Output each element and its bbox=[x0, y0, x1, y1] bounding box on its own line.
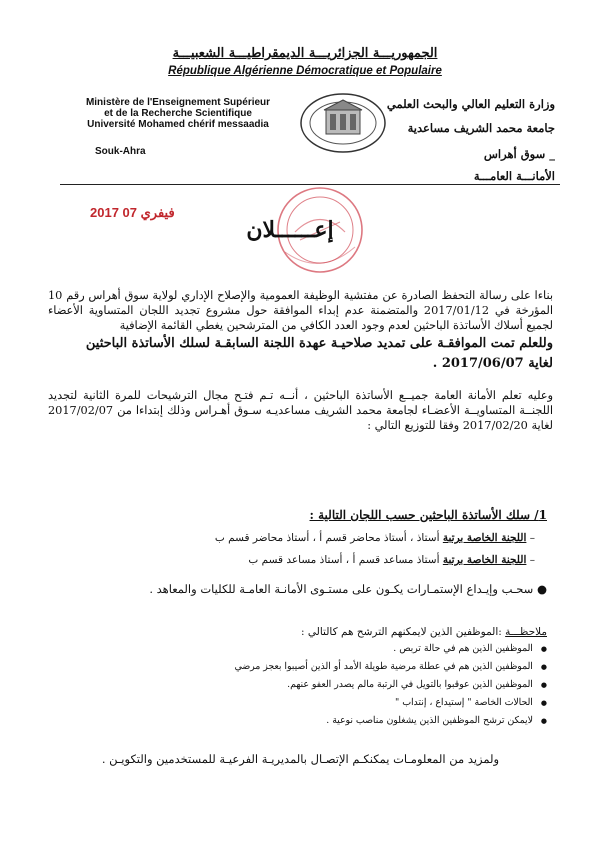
footer-contact: ولمزيد من المعلومـات يمكنكـم الإتصـال بالمديريـة الفرعيـة للمستخدمين والتكويـن . bbox=[101, 752, 500, 766]
ministry-ar: وزارة التعليم العالي والبحث العلمي bbox=[386, 97, 555, 111]
paragraph-1: بناءا على رسالة التحفظ الصادرة عن مفتشية الوظيفة العمومية والإصلاح الإداري لولاية سوق أهراس رقم 10 المؤرخة في 2017/01/12 والمتضمنة عدم إبداء الموافقة حول مشروع تجديد اللجان المتساوية الأعضاء لجميع أسلاك الأساتذة الباحثين لعدم وجود العدد الكافي من المترشحين يغطي القائمة الإضافية bbox=[48, 289, 553, 332]
list-item: ● الموظفين الذين هم في حالة تربص . bbox=[167, 640, 547, 658]
ministry-line-2: et de la Recherche Scientifique bbox=[104, 108, 252, 119]
bullet-icon: ● bbox=[536, 582, 547, 596]
highlight-line-2: لغاية 2017/06/07 . bbox=[432, 356, 553, 371]
city-ar: _ سوق أهراس bbox=[483, 147, 555, 161]
republic-title-ar: الجمهوريـــة الجزائريـــة الديمقراطيـــة الشعبيـــة bbox=[172, 46, 438, 61]
note-label: ملاحظـــة bbox=[505, 626, 547, 638]
submission-note bbox=[47, 582, 547, 596]
submission-text: سحـب وإيـداع الإستمـارات يكـون على مستـوى الأمانـة العامـة للكليات والمعاهد . bbox=[149, 582, 534, 596]
university-name-ar: جامعة محمد الشريف مساعدية bbox=[407, 121, 555, 135]
note-title: :الموظفين الذين لايمكنهم الترشح هم كالتالي : bbox=[301, 626, 502, 638]
list-item: ● الموظفين الذين عوقبوا بالتويل في الرتبة مالم يصدر العفو عنهم. bbox=[167, 676, 547, 694]
committee-label: اللجنة الخاصة برتبة bbox=[442, 532, 527, 544]
committee-value: أستاذ ، أستاذ محاضر قسم أ ، أستاذ محاضر قسم ب bbox=[214, 532, 440, 544]
list-item: ● الحالات الخاصة " إستيداع ، إنتداب " bbox=[167, 694, 547, 712]
list-item: ● لايمكن ترشح الموظفين الذين يشغلون مناصب نوعية . bbox=[167, 712, 547, 730]
university-name-fr: Université Mohamed chérif messaadia bbox=[87, 119, 269, 130]
announcement-title: إعــــــلان bbox=[246, 217, 334, 243]
date-stamp: 2017 فيفري 07 bbox=[90, 205, 175, 220]
note-heading bbox=[301, 626, 547, 638]
republic-title-fr: République Algérienne Démocratique et Populaire bbox=[168, 65, 442, 77]
office-ar: الأمانـــة العامـــة bbox=[473, 169, 555, 183]
paragraph-2: وعليه تعلم الأمانة العامة جميــع الأساتذة الباحثين ، أنــه تـم فتـح مجال الترشيحات للمرة الثانية لتجديد اللجنــة المتساويــة الأعضـاء لجامعة محمد الشريف مساعديـه سـوق أهـراس وذلك إبتداءا من 2017/02/07 لغاية 2017/02/20 وفقا للتوزيع التالي : bbox=[48, 389, 553, 432]
committee-value: أستاذ مساعد قسم أ ، أستاذ مساعد قسم ب bbox=[248, 554, 440, 566]
committee-item-1: – اللجنة الخاصة برتبة أستاذ ، أستاذ محاضر قسم أ ، أستاذ محاضر قسم ب bbox=[214, 532, 535, 544]
committee-label: اللجنة الخاصة برتبة bbox=[442, 554, 527, 566]
list-item: ● الموظفين الذين هم في عطلة مرضية طويلة الأمد أو الذين أصيبوا بعجز مرضي bbox=[167, 658, 547, 676]
ministry-line-1: Ministère de l'Enseignement Supérieur bbox=[85, 97, 271, 108]
university-logo bbox=[298, 92, 388, 154]
highlight-line-1: وللعلم تمت الموافقـة على تمديد صلاحيـة عهدة اللجنة السابقـة لسلك الأساتذة الباحثين bbox=[85, 336, 553, 351]
section-heading: 1/ سلك الأساتذة الباحثين حسب اللجان التالية : bbox=[309, 508, 547, 522]
city-fr: Souk-Ahra bbox=[95, 146, 146, 157]
ineligible-list bbox=[167, 640, 547, 730]
ministry-block-fr bbox=[68, 97, 288, 130]
committee-item-2: – اللجنة الخاصة برتبة أستاذ مساعد قسم أ ، أستاذ مساعد قسم ب bbox=[248, 554, 535, 566]
